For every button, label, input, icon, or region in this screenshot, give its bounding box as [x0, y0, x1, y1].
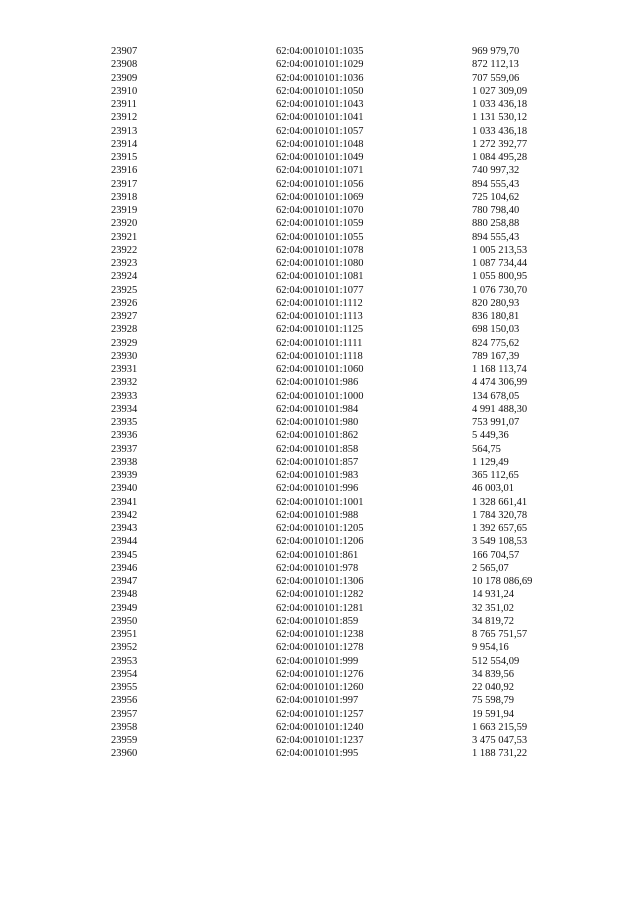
cadastral-value: 1 272 392,77 [472, 138, 528, 150]
row-number: 23927 [111, 311, 138, 322]
cadastral-value: 19 591,94 [472, 708, 514, 720]
row-number: 23941 [111, 496, 138, 508]
cadastral-number: 62:04:0010101:1257 [276, 708, 364, 720]
cadastral-number: 62:04:0010101:983 [276, 470, 359, 481]
table-row [0, 522, 640, 535]
table-row [0, 45, 640, 58]
row-number: 23949 [111, 602, 138, 614]
cadastral-value: 740 997,32 [472, 165, 520, 177]
cadastral-number: 62:04:0010101:1043 [276, 99, 364, 110]
cadastral-number: 62:04:0010101:1080 [276, 258, 364, 269]
cadastral-value: 820 280,93 [472, 297, 520, 309]
cadastral-number: 62:04:0010101:1240 [276, 721, 364, 733]
table-row [0, 125, 640, 138]
cadastral-number: 62:04:0010101:1069 [276, 191, 364, 203]
cadastral-value: 75 598,79 [472, 695, 514, 707]
table-row [0, 549, 640, 562]
cadastral-value: 1 087 734,44 [472, 258, 528, 269]
cadastral-value: 872 112,13 [472, 59, 519, 71]
row-number: 23914 [111, 138, 138, 150]
cadastral-number: 62:04:0010101:1049 [276, 152, 364, 163]
cadastral-number: 62:04:0010101:996 [276, 483, 359, 495]
table-row [0, 217, 640, 230]
row-number: 23954 [111, 668, 138, 680]
table-row [0, 231, 640, 244]
row-number: 23907 [111, 46, 138, 57]
cadastral-number: 62:04:0010101:1001 [276, 496, 364, 508]
table-row [0, 535, 640, 548]
cadastral-number: 62:04:0010101:1238 [276, 629, 364, 640]
cadastral-number: 62:04:0010101:1050 [276, 85, 364, 97]
table-row [0, 694, 640, 707]
cadastral-number: 62:04:0010101:861 [276, 549, 359, 561]
row-number: 23940 [111, 483, 138, 495]
cadastral-value: 3 549 108,53 [472, 536, 528, 548]
cadastral-value: 1 129,49 [472, 456, 509, 468]
table-row [0, 151, 640, 164]
cadastral-value: 1 663 215,59 [472, 721, 528, 733]
row-number: 23934 [111, 403, 138, 415]
row-number: 23932 [111, 377, 138, 389]
row-number: 23952 [111, 642, 138, 654]
cadastral-value: 894 555,43 [472, 178, 520, 190]
table-row [0, 655, 640, 668]
cadastral-value: 1 076 730,70 [472, 284, 528, 296]
cadastral-value: 880 258,88 [472, 218, 520, 230]
row-number: 23917 [111, 178, 138, 190]
cadastral-value: 1 784 320,78 [472, 509, 528, 521]
table-row [0, 416, 640, 429]
table-row [0, 496, 640, 509]
table-row [0, 443, 640, 456]
table-row [0, 456, 640, 469]
cadastral-number: 62:04:0010101:980 [276, 417, 359, 428]
cadastral-value: 564,75 [472, 443, 501, 455]
cadastral-number: 62:04:0010101:986 [276, 377, 359, 389]
cadastral-value: 2 565,07 [472, 562, 509, 574]
cadastral-number: 62:04:0010101:1278 [276, 642, 364, 654]
cadastral-number: 62:04:0010101:995 [276, 748, 359, 760]
cadastral-number: 62:04:0010101:1237 [276, 735, 364, 746]
cadastral-number: 62:04:0010101:1055 [276, 231, 364, 243]
table-row [0, 85, 640, 98]
cadastral-value: 824 775,62 [472, 337, 520, 349]
row-number: 23939 [111, 470, 138, 481]
cadastral-value: 32 351,02 [472, 602, 514, 614]
table-row [0, 615, 640, 628]
row-number: 23953 [111, 655, 138, 667]
cadastral-value: 34 819,72 [472, 615, 514, 627]
row-number: 23933 [111, 390, 138, 402]
cadastral-value: 1 033 436,18 [472, 99, 528, 110]
table-row [0, 178, 640, 191]
table-row [0, 310, 640, 323]
row-number: 23955 [111, 682, 138, 693]
row-number: 23960 [111, 748, 138, 760]
table-row [0, 734, 640, 747]
row-number: 23937 [111, 443, 138, 455]
cadastral-value: 22 040,92 [472, 682, 514, 693]
cadastral-value: 3 475 047,53 [472, 735, 528, 746]
row-number: 23946 [111, 562, 138, 574]
row-number: 23948 [111, 589, 138, 601]
cadastral-value: 166 704,57 [472, 549, 520, 561]
cadastral-value: 1 392 657,65 [472, 523, 528, 534]
row-number: 23918 [111, 191, 138, 203]
row-number: 23910 [111, 85, 138, 97]
row-number: 23947 [111, 576, 138, 587]
cadastral-value: 46 003,01 [472, 483, 514, 495]
table-row [0, 191, 640, 204]
row-number: 23920 [111, 218, 138, 230]
cadastral-value: 9 954,16 [472, 642, 509, 654]
row-number: 23959 [111, 735, 138, 746]
cadastral-number: 62:04:0010101:1306 [276, 576, 364, 587]
table-row [0, 350, 640, 363]
table-row [0, 562, 640, 575]
cadastral-number: 62:04:0010101:1276 [276, 668, 364, 680]
cadastral-number: 62:04:0010101:978 [276, 562, 359, 574]
table-row [0, 337, 640, 350]
cadastral-number: 62:04:0010101:1206 [276, 536, 364, 548]
cadastral-number: 62:04:0010101:1060 [276, 364, 364, 375]
row-number: 23944 [111, 536, 138, 548]
table-row [0, 257, 640, 270]
cadastral-number: 62:04:0010101:1118 [276, 350, 363, 362]
table-row [0, 721, 640, 734]
row-number: 23957 [111, 708, 138, 720]
cadastral-number: 62:04:0010101:858 [276, 443, 359, 455]
cadastral-number: 62:04:0010101:1260 [276, 682, 364, 693]
table-row [0, 429, 640, 442]
table-row [0, 58, 640, 71]
row-number: 23922 [111, 244, 138, 256]
row-number: 23925 [111, 284, 138, 296]
cadastral-number: 62:04:0010101:1035 [276, 46, 364, 57]
cadastral-number: 62:04:0010101:984 [276, 403, 359, 415]
cadastral-number: 62:04:0010101:999 [276, 655, 359, 667]
table-row [0, 363, 640, 376]
cadastral-number: 62:04:0010101:1036 [276, 72, 364, 84]
cadastral-value: 698 150,03 [472, 324, 520, 336]
cadastral-value: 725 104,62 [472, 191, 520, 203]
cadastral-value: 34 839,56 [472, 668, 514, 680]
cadastral-value: 134 678,05 [472, 390, 520, 402]
table-row [0, 602, 640, 615]
cadastral-value: 836 180,81 [472, 311, 520, 322]
cadastral-value: 8 765 751,57 [472, 629, 528, 640]
table-row [0, 681, 640, 694]
row-number: 23912 [111, 112, 138, 124]
row-number: 23935 [111, 417, 138, 428]
table-row [0, 575, 640, 588]
cadastral-value: 5 449,36 [472, 430, 509, 442]
cadastral-value: 1 084 495,28 [472, 152, 528, 163]
cadastral-number: 62:04:0010101:1041 [276, 112, 364, 124]
table-row [0, 747, 640, 760]
cadastral-value: 1 005 213,53 [472, 244, 528, 256]
cadastral-number: 62:04:0010101:1125 [276, 324, 364, 336]
cadastral-value-table [0, 45, 640, 761]
cadastral-value: 1 027 309,09 [472, 85, 528, 97]
cadastral-number: 62:04:0010101:1070 [276, 205, 364, 216]
row-number: 23915 [111, 152, 138, 163]
row-number: 23923 [111, 258, 138, 269]
cadastral-number: 62:04:0010101:1048 [276, 138, 364, 150]
table-row [0, 376, 640, 389]
cadastral-value: 789 167,39 [472, 350, 520, 362]
cadastral-value: 4 474 306,99 [472, 377, 528, 389]
table-row [0, 297, 640, 310]
cadastral-number: 62:04:0010101:1111 [276, 337, 363, 349]
cadastral-number: 62:04:0010101:1077 [276, 284, 364, 296]
cadastral-number: 62:04:0010101:988 [276, 509, 359, 521]
table-row [0, 641, 640, 654]
table-row [0, 244, 640, 257]
row-number: 23916 [111, 165, 138, 177]
table-row [0, 284, 640, 297]
cadastral-value: 894 555,43 [472, 231, 520, 243]
cadastral-number: 62:04:0010101:1081 [276, 271, 364, 283]
cadastral-number: 62:04:0010101:857 [276, 456, 359, 468]
cadastral-value: 1 168 113,74 [472, 364, 527, 375]
row-number: 23945 [111, 549, 138, 561]
cadastral-value: 1 188 731,22 [472, 748, 528, 760]
table-row [0, 138, 640, 151]
cadastral-value: 1 131 530,12 [472, 112, 528, 124]
row-number: 23950 [111, 615, 138, 627]
table-row [0, 111, 640, 124]
table-row [0, 98, 640, 111]
table-row [0, 588, 640, 601]
row-number: 23913 [111, 125, 138, 137]
cadastral-value: 1 033 436,18 [472, 125, 528, 137]
table-row [0, 164, 640, 177]
row-number: 23929 [111, 337, 138, 349]
cadastral-number: 62:04:0010101:1057 [276, 125, 364, 137]
row-number: 23942 [111, 509, 138, 521]
cadastral-value: 365 112,65 [472, 470, 519, 481]
row-number: 23943 [111, 523, 138, 534]
row-number: 23931 [111, 364, 138, 375]
cadastral-number: 62:04:0010101:862 [276, 430, 359, 442]
cadastral-value: 707 559,06 [472, 72, 520, 84]
row-number: 23936 [111, 430, 138, 442]
row-number: 23924 [111, 271, 138, 283]
table-row [0, 482, 640, 495]
cadastral-value: 4 991 488,30 [472, 403, 528, 415]
table-row [0, 708, 640, 721]
cadastral-number: 62:04:0010101:859 [276, 615, 359, 627]
cadastral-value: 512 554,09 [472, 655, 520, 667]
table-row [0, 204, 640, 217]
row-number: 23951 [111, 629, 138, 640]
cadastral-number: 62:04:0010101:1281 [276, 602, 364, 614]
table-row [0, 403, 640, 416]
row-number: 23911 [111, 99, 137, 110]
table-row [0, 628, 640, 641]
cadastral-number: 62:04:0010101:1113 [276, 311, 363, 322]
cadastral-number: 62:04:0010101:997 [276, 695, 359, 707]
cadastral-number: 62:04:0010101:1071 [276, 165, 364, 177]
cadastral-number: 62:04:0010101:1282 [276, 589, 364, 601]
cadastral-value: 780 798,40 [472, 205, 520, 216]
cadastral-number: 62:04:0010101:1056 [276, 178, 364, 190]
cadastral-number: 62:04:0010101:1078 [276, 244, 364, 256]
cadastral-value: 10 178 086,69 [472, 576, 533, 587]
row-number: 23908 [111, 59, 138, 71]
row-number: 23930 [111, 350, 138, 362]
row-number: 23921 [111, 231, 138, 243]
cadastral-number: 62:04:0010101:1029 [276, 59, 364, 71]
table-row [0, 270, 640, 283]
row-number: 23956 [111, 695, 138, 707]
table-row [0, 72, 640, 85]
cadastral-number: 62:04:0010101:1112 [276, 297, 363, 309]
row-number: 23928 [111, 324, 138, 336]
row-number: 23938 [111, 456, 138, 468]
cadastral-value: 969 979,70 [472, 46, 520, 57]
cadastral-number: 62:04:0010101:1000 [276, 390, 364, 402]
table-row [0, 469, 640, 482]
table-row [0, 390, 640, 403]
cadastral-number: 62:04:0010101:1059 [276, 218, 364, 230]
cadastral-value: 1 328 661,41 [472, 496, 528, 508]
row-number: 23958 [111, 721, 138, 733]
row-number: 23909 [111, 72, 138, 84]
row-number: 23919 [111, 205, 138, 216]
row-number: 23926 [111, 297, 138, 309]
cadastral-value: 14 931,24 [472, 589, 514, 601]
table-row [0, 323, 640, 336]
table-row [0, 509, 640, 522]
cadastral-value: 753 991,07 [472, 417, 520, 428]
cadastral-number: 62:04:0010101:1205 [276, 523, 364, 534]
table-row [0, 668, 640, 681]
cadastral-value: 1 055 800,95 [472, 271, 528, 283]
